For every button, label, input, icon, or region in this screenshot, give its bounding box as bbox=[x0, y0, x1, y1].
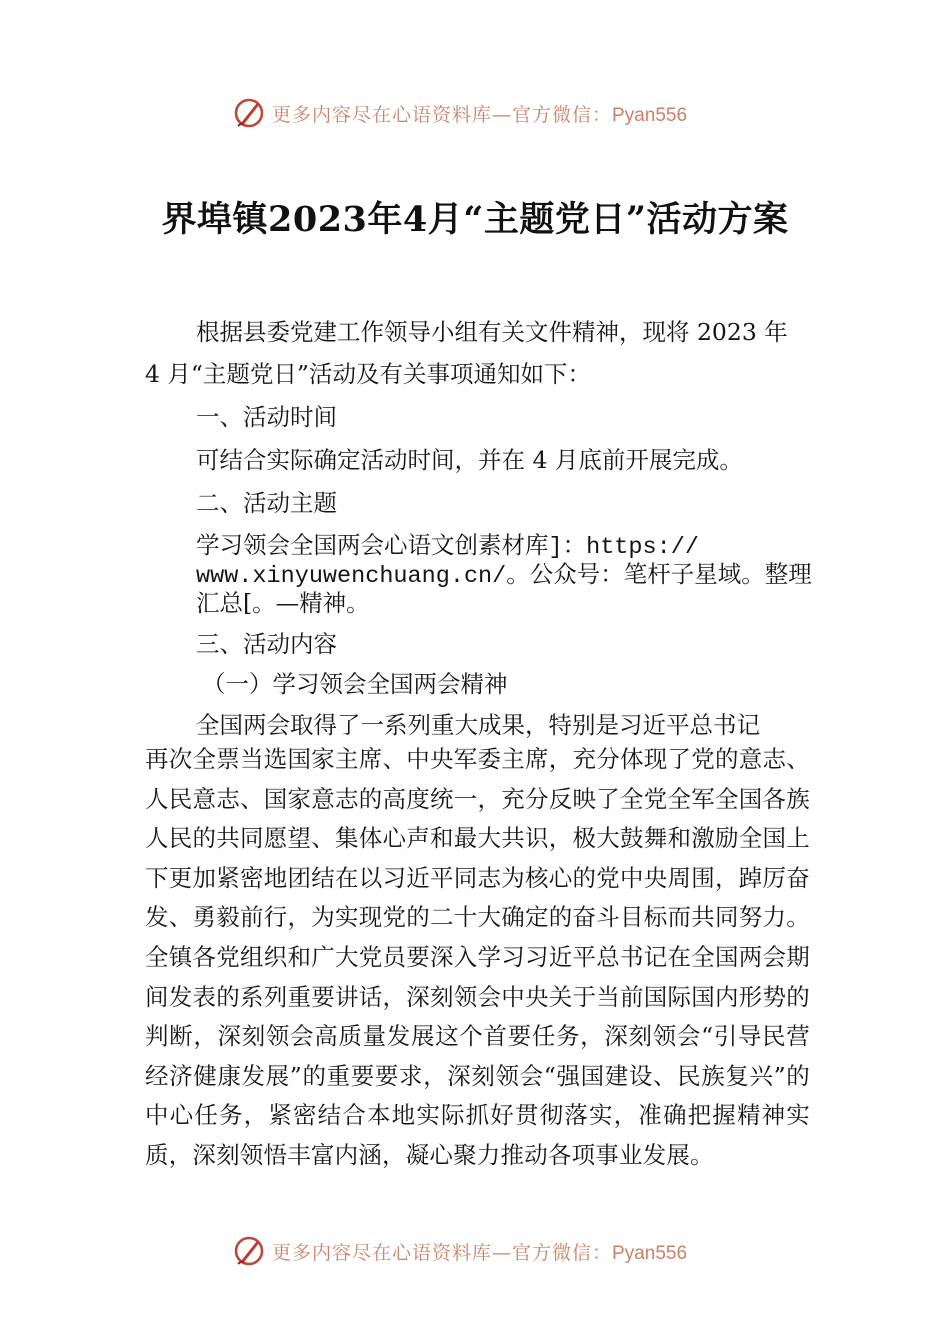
paragraph-body: 再次全票当选国家主席、中央军委主席，充分体现了党的意志、人民意志、国家意志的高度统一，充分反映了全党全军全国各族人民的共同愿望、集体心声和最大共识，极大鼓舞和激励全国上下更加紧密地团结在以习近平同志为核心的党中央周围，踔厉奋发、勇毅前行，为实现党的二十大确定的奋斗目标而共同努力。全镇各党组织和广大党员要深入学习习近平总书记在全国两会期间发表的系列重要讲话，深刻领会中央关于当前国际国内形势的判断，深刻领会高质量发展这个首要任务，深刻领会“引导民营经济健康发展”的重要要求，深刻领会“强国建设、民族复兴”的中心任务，紧密结合本地实际抓好贯彻落实，准确把握精神实质，深刻领悟丰富内涵，凝心聚力推动各项事业发展。 bbox=[145, 745, 810, 1169]
section-3-heading: 三、活动内容 bbox=[196, 630, 337, 658]
footer-watermark-banner bbox=[0, 1232, 950, 1272]
quill-logo-icon bbox=[232, 1234, 266, 1268]
section-2-line-2: www.xinyuwenchuang.cn/。公众号：笔杆子星域。整理 bbox=[196, 563, 812, 590]
section-2-line-1: 学习领会全国两会心语文创素材库]：https:// bbox=[196, 534, 699, 561]
subsection-1-heading: （一）学习领会全国两会精神 bbox=[202, 670, 508, 698]
intro-line-2: 4 月“主题党日”活动及有关事项通知如下： bbox=[145, 360, 591, 388]
intro-line-1: 根据县委党建工作领导小组有关文件精神，现将 2023 年 bbox=[196, 318, 788, 346]
section-2-line-3: 汇总[。—精神。 bbox=[196, 589, 370, 617]
quill-logo-icon bbox=[232, 96, 266, 130]
document-title: 界埠镇2023年4月“主题党日”活动方案 bbox=[161, 199, 789, 240]
wechat-id: Pyan556 bbox=[612, 105, 688, 126]
section-2-heading: 二、活动主题 bbox=[196, 489, 337, 517]
section-1-heading: 一、活动时间 bbox=[196, 403, 337, 431]
header-watermark-banner bbox=[0, 94, 950, 134]
watermark-text: 更多内容尽在心语资料库—官方微信：Pyan556 bbox=[272, 1242, 688, 1264]
section-1-text: 可结合实际确定活动时间，并在 4 月底前开展完成。 bbox=[196, 446, 743, 474]
wechat-id: Pyan556 bbox=[612, 1243, 688, 1264]
watermark-text: 更多内容尽在心语资料库—官方微信：Pyan556 bbox=[272, 104, 688, 126]
paragraph-first-line: 全国两会取得了一系列重大成果，特别是习近平总书记 bbox=[196, 711, 760, 739]
